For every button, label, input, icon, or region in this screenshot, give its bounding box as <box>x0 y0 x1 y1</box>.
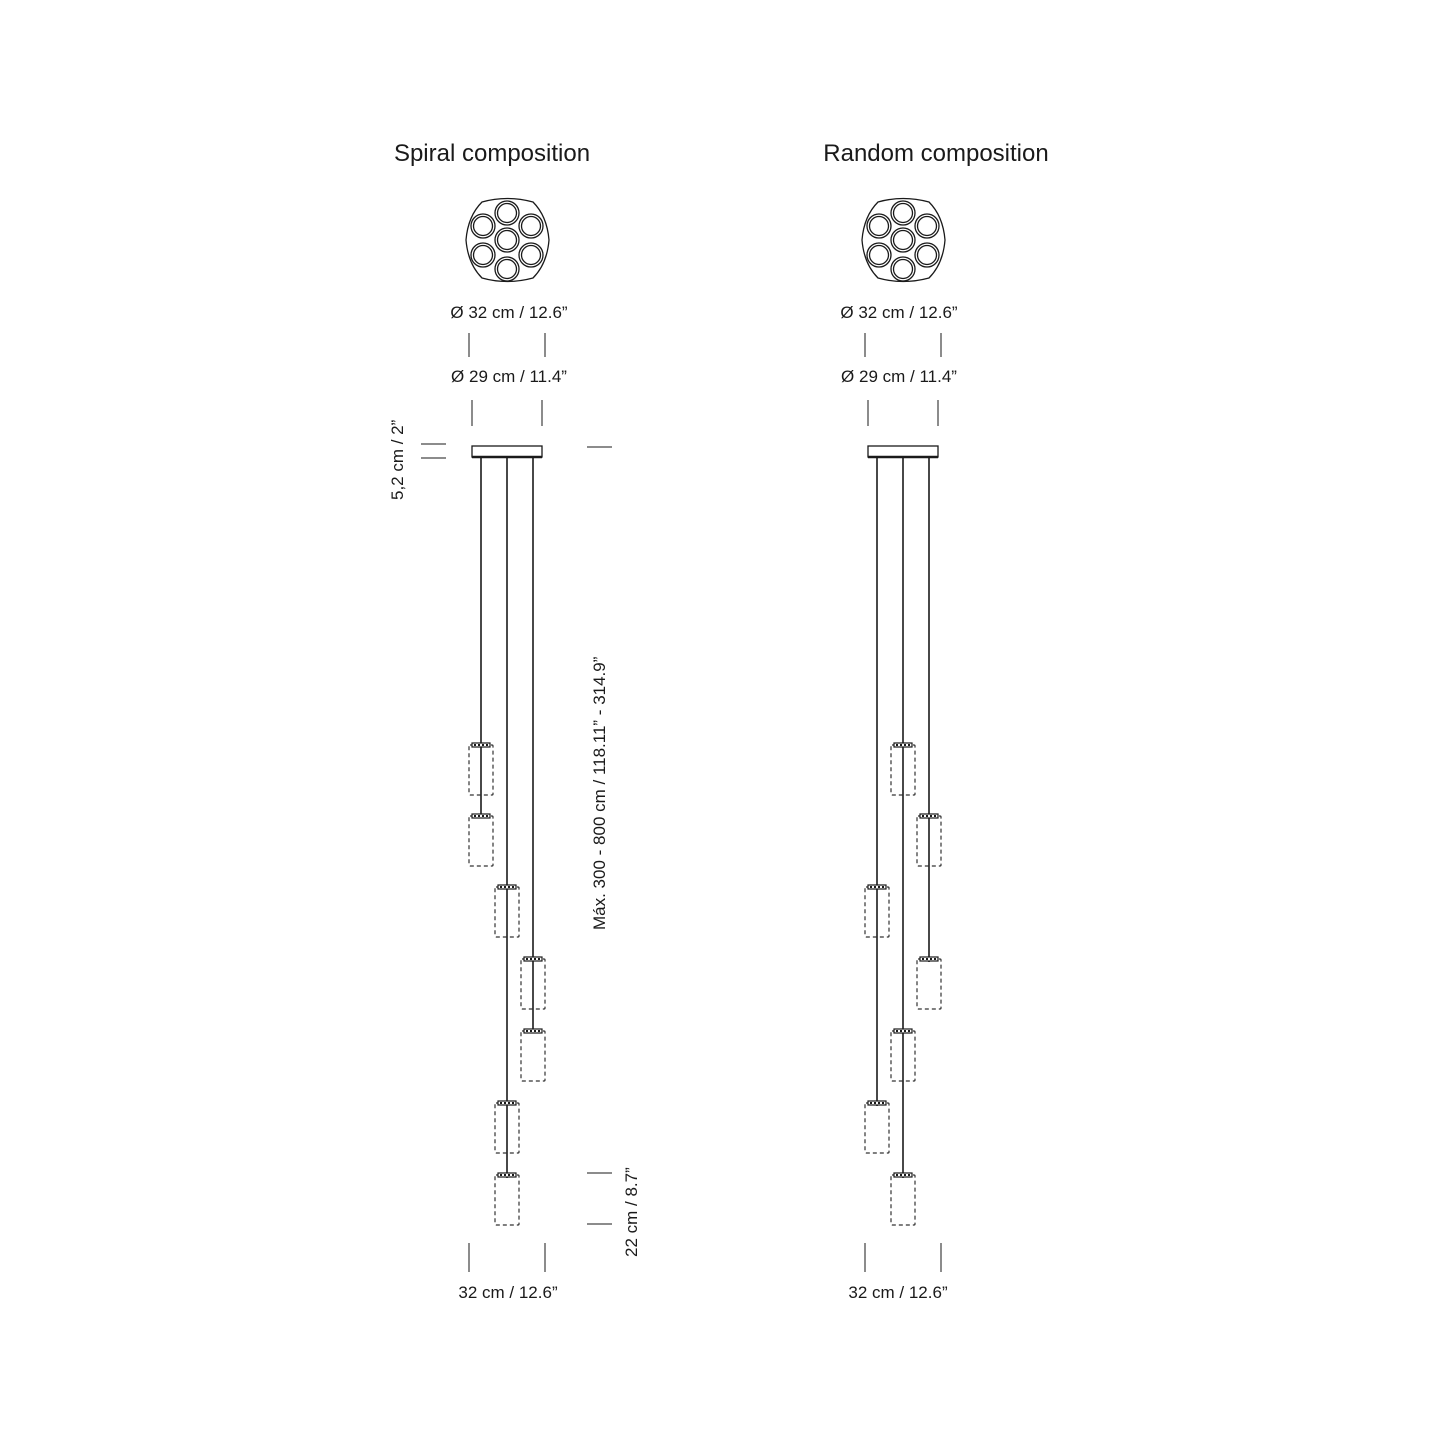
random-top-circles <box>867 201 939 281</box>
spiral-canopy-outline <box>466 199 549 282</box>
random-outer-diameter-label: Ø 32 cm / 12.6” <box>840 303 958 322</box>
spiral-canopy-diameter-label: Ø 29 cm / 11.4” <box>451 367 567 386</box>
spiral-shade-7 <box>495 1173 519 1225</box>
random-canopy-outline <box>862 199 945 282</box>
spiral-dimension-ticks <box>421 333 612 1272</box>
random-canopy-diameter-label: Ø 29 cm / 11.4” <box>841 367 957 386</box>
spiral-shade-2 <box>469 814 493 866</box>
spiral-shade-height-label: 22 cm / 8.7” <box>622 1167 641 1257</box>
spiral-outer-diameter-label: Ø 32 cm / 12.6” <box>450 303 568 322</box>
spiral-pendant <box>469 446 545 1225</box>
random-bottom-width-label: 32 cm / 12.6” <box>848 1283 948 1302</box>
random-title: Random composition <box>823 140 1049 167</box>
random-canopy <box>868 446 938 457</box>
spiral-bottom-width-label: 32 cm / 12.6” <box>458 1283 558 1302</box>
spiral-canopy <box>472 446 542 457</box>
spiral-max-length-label: Máx. 300 - 800 cm / 118.11” - 314.9” <box>590 656 609 930</box>
random-shade-4 <box>917 957 941 1009</box>
random-top-view <box>862 199 945 282</box>
spiral-title: Spiral composition <box>393 140 591 167</box>
spiral-shade-5 <box>521 1029 545 1081</box>
spiral-top-circles <box>471 201 543 281</box>
random-shade-7 <box>891 1173 915 1225</box>
spiral-top-view <box>466 199 549 282</box>
random-pendant <box>865 446 941 1225</box>
spiral-canopy-height-label: 5,2 cm / 2” <box>388 419 407 500</box>
random-shade-6 <box>865 1101 889 1153</box>
